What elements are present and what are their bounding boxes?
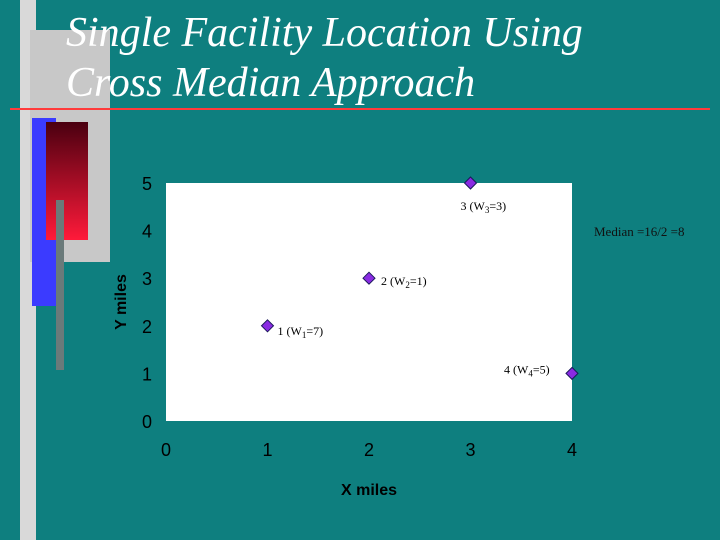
data-point-label: 1 $(W_1=7)$	[277, 323, 324, 340]
y-tick-label: 2	[141, 316, 153, 337]
y-tick-label: 4	[141, 221, 153, 242]
plot-area	[166, 183, 572, 421]
y-axis-ticks	[142, 174, 152, 432]
x-tick-label: 3	[465, 440, 476, 460]
x-tick-label: 0	[160, 440, 172, 460]
data-point-label: 2 $(W_2=1)$	[381, 274, 427, 291]
x-tick-label: 4	[566, 440, 578, 460]
title-line-2: Cross Median Approach	[66, 60, 476, 106]
y-axis-label: Y miles	[113, 274, 130, 330]
y-tick-label: 1	[141, 364, 153, 385]
y-tick-label: 0	[141, 412, 153, 432]
y-tick-label: 3	[141, 269, 153, 290]
data-point-label: 4 $(W_4=5)$	[504, 362, 550, 379]
x-tick-label: 1	[262, 440, 273, 460]
data-point-label: 3 $(W_3=3)$	[460, 199, 507, 215]
x-tick-label: 2	[363, 440, 375, 460]
title-line-1: Single Facility Location Using	[66, 10, 583, 56]
x-axis-label: X miles	[340, 482, 398, 499]
median-annotation: Median =16/2 =8	[594, 224, 685, 239]
x-axis-ticks	[161, 440, 577, 460]
y-tick-label: 5	[141, 174, 153, 194]
